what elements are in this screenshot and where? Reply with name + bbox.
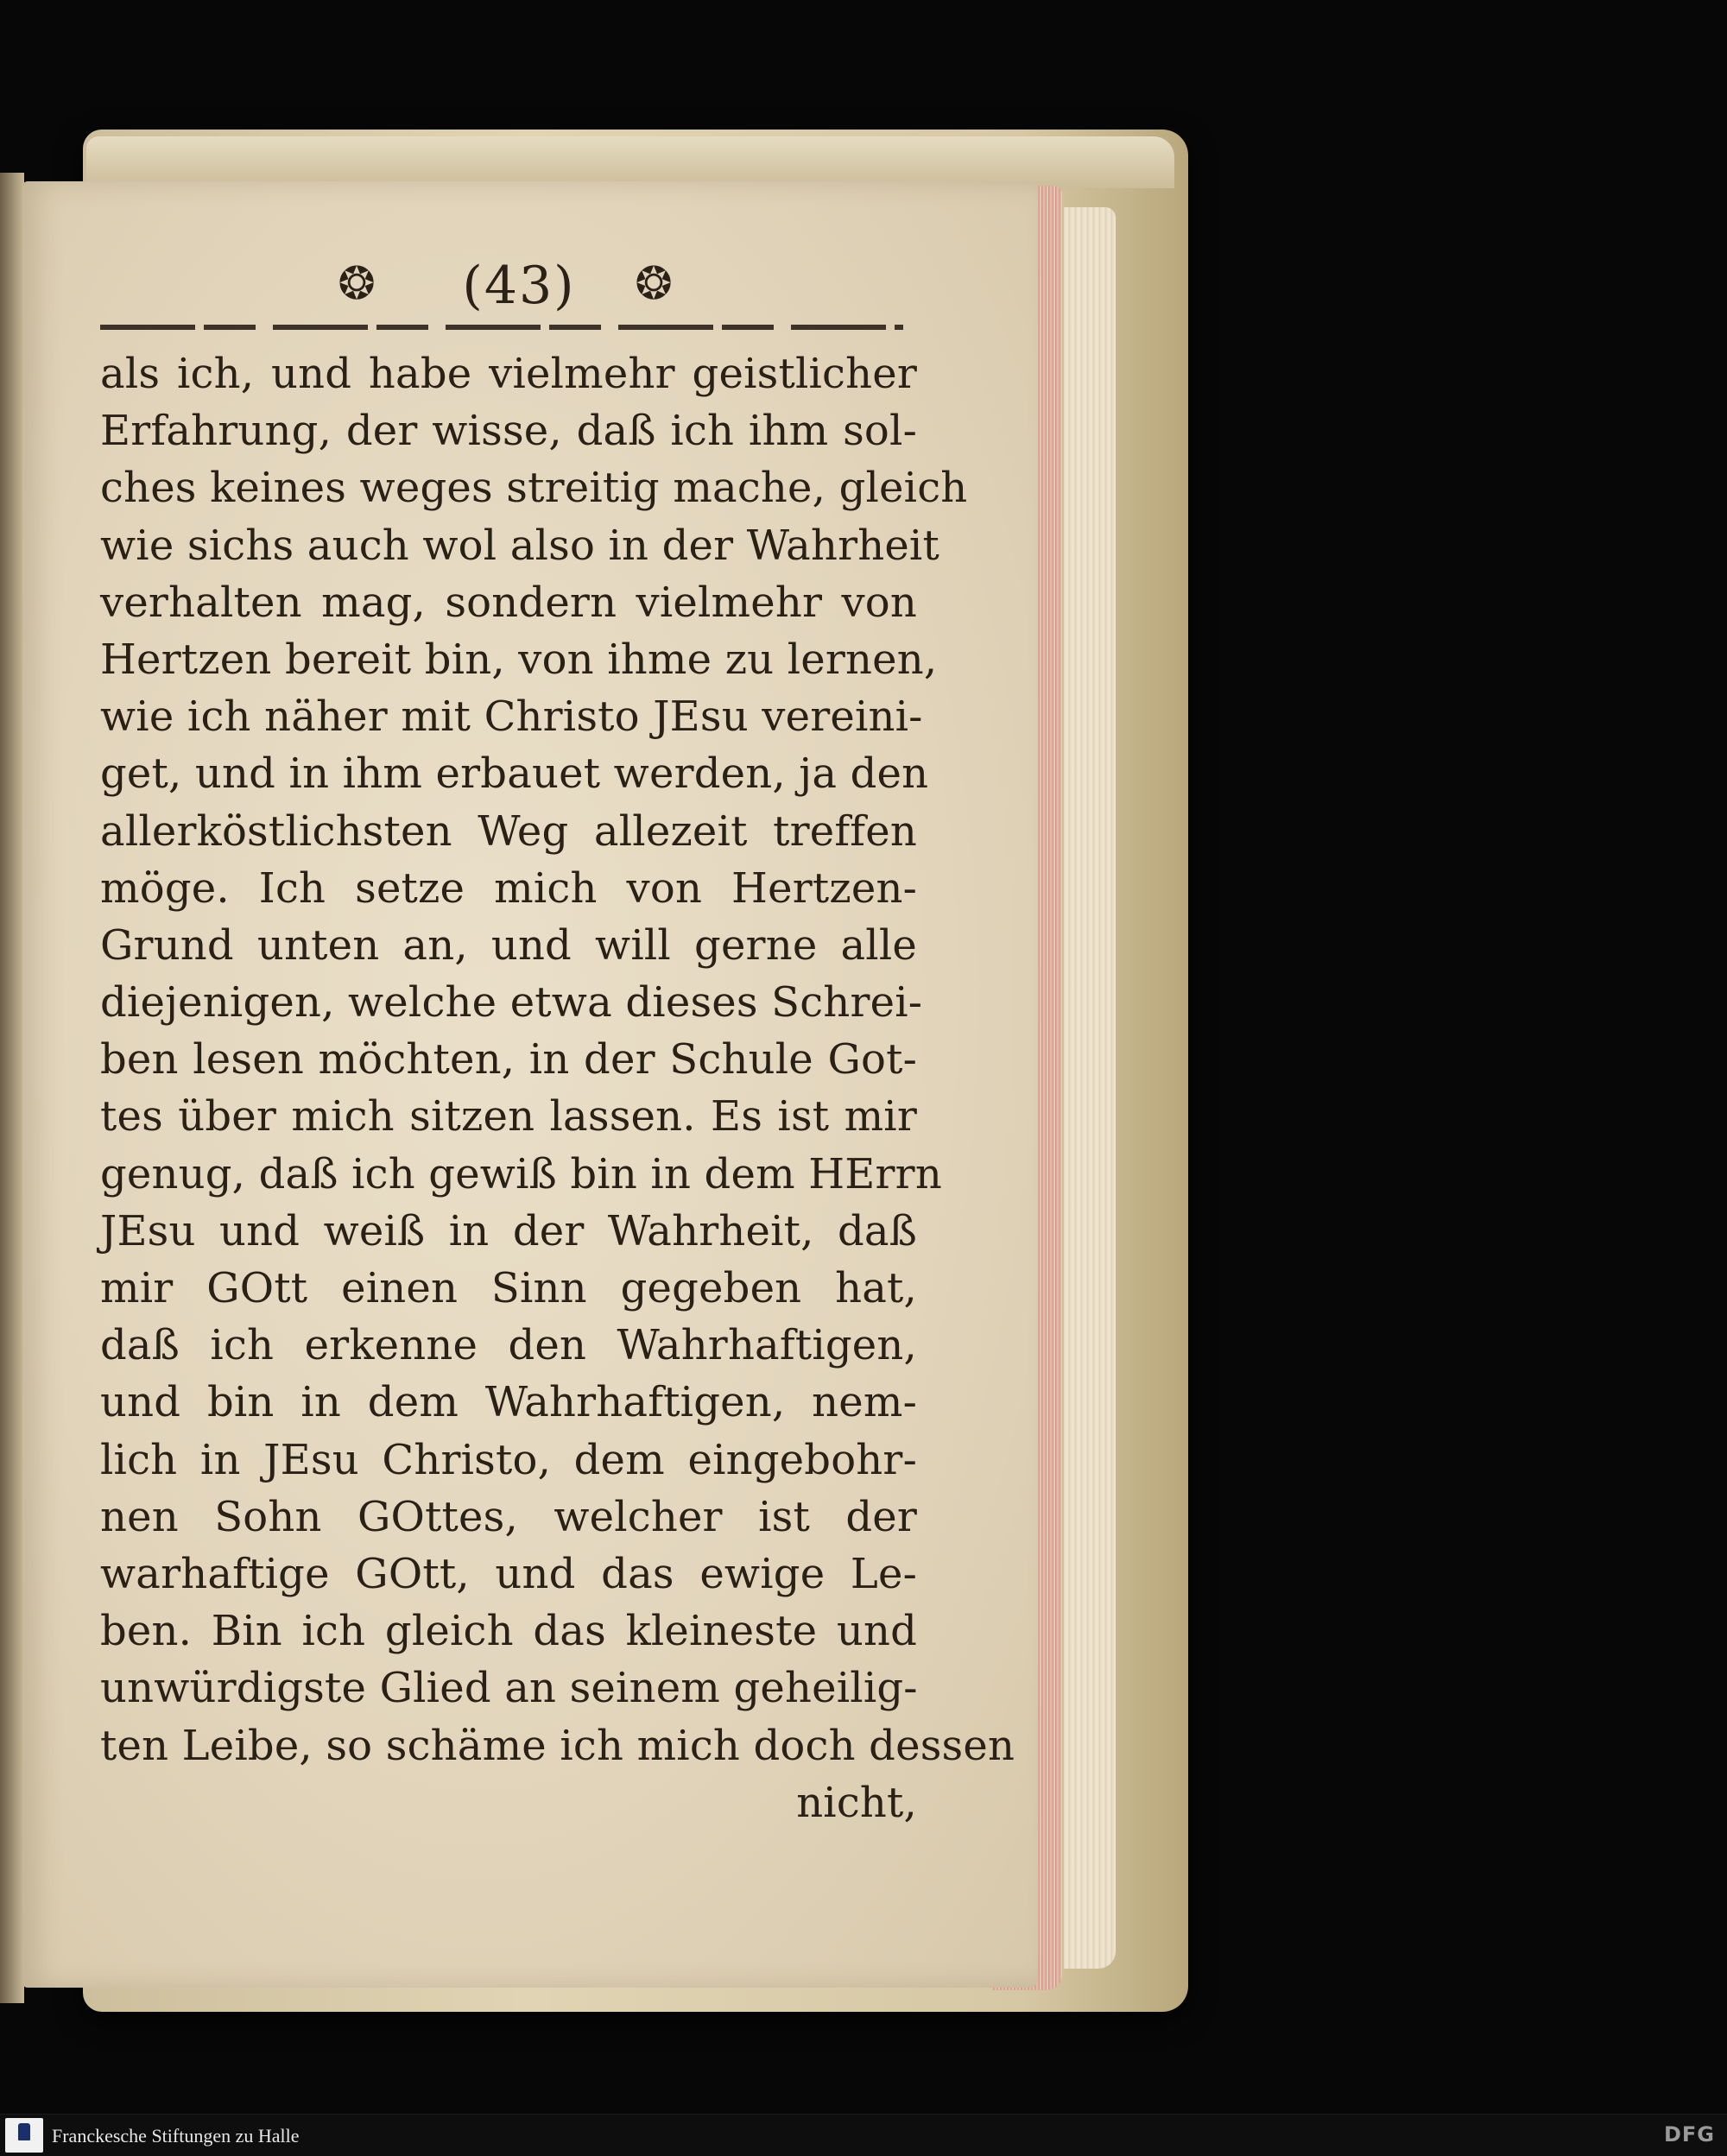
- ornament-left-icon: ❂: [338, 258, 376, 310]
- text-line: wie ich näher mit Christo JEsu vereini-: [100, 692, 923, 742]
- text-line: warhaftige GOtt, und das ewige Le-: [100, 1549, 917, 1598]
- text-line: JEsu und weiß in der Wahrheit, daß: [100, 1206, 917, 1255]
- text-line: ten Leibe, so schäme ich mich doch dessen: [100, 1721, 1015, 1770]
- text-line: wie sichs auch wol also in der Wahrheit: [100, 521, 939, 570]
- text-line: nen Sohn GOttes, welcher ist der: [100, 1492, 917, 1541]
- text-line: lich in JEsu Christo, dem eingebohr-: [100, 1435, 917, 1484]
- text-line: Hertzen bereit bin, von ihme zu lernen,: [100, 635, 938, 684]
- page-number: (43): [462, 256, 576, 316]
- institution-name: Franckesche Stiftungen zu Halle: [52, 2125, 300, 2147]
- text-line: möge. Ich setze mich von Hertzen-: [100, 863, 917, 913]
- text-line: ben lesen möchten, in der Schule Got-: [100, 1035, 917, 1084]
- text-line: get, und in ihm erbauet werden, ja den: [100, 749, 929, 799]
- text-line: tes über mich sitzen lassen. Es ist mir: [100, 1092, 917, 1141]
- institution-logo: [5, 2118, 43, 2153]
- text-line: Erfahrung, der wisse, daß ich ihm sol-: [100, 407, 917, 456]
- text-line: unwürdigste Glied an seinem geheilig-: [100, 1664, 918, 1713]
- text-line: ben. Bin ich gleich das kleineste und: [100, 1607, 917, 1656]
- cover-fore-edge: [1064, 207, 1116, 1969]
- book-page: [22, 181, 1038, 1988]
- text-line: daß ich erkenne den Wahrhaftigen,: [100, 1321, 917, 1370]
- logo-mark-icon: [18, 2123, 30, 2140]
- adjacent-page-edge: [0, 173, 24, 2003]
- text-line: mir GOtt einen Sinn gegeben hat,: [100, 1264, 917, 1312]
- text-line: genug, daß ich gewiß bin in dem HErrn: [100, 1149, 942, 1198]
- text-line: als ich, und habe vielmehr geistlicher: [100, 350, 917, 398]
- dfg-logo: DFG: [1663, 2122, 1715, 2147]
- header-rule: [100, 325, 903, 330]
- text-line: verhalten mag, sondern vielmehr von: [100, 578, 917, 627]
- text-line: ches keines weges streitig mache, gleich: [100, 464, 968, 513]
- text-line: Grund unten an, und will gerne alle: [100, 920, 917, 970]
- cover-top-edge: [86, 136, 1174, 188]
- page-body-text: [100, 345, 1015, 1831]
- ornament-right-icon: ❂: [635, 258, 673, 310]
- text-line: und bin in dem Wahrhaftigen, nem-: [100, 1378, 917, 1427]
- viewer-footer: [0, 2114, 1727, 2156]
- text-line: diejenigen, welche etwa dieses Schrei-: [100, 978, 923, 1027]
- text-line: allerköstlichsten Weg allezeit treffen: [100, 806, 917, 856]
- catchword: nicht,: [796, 1778, 917, 1827]
